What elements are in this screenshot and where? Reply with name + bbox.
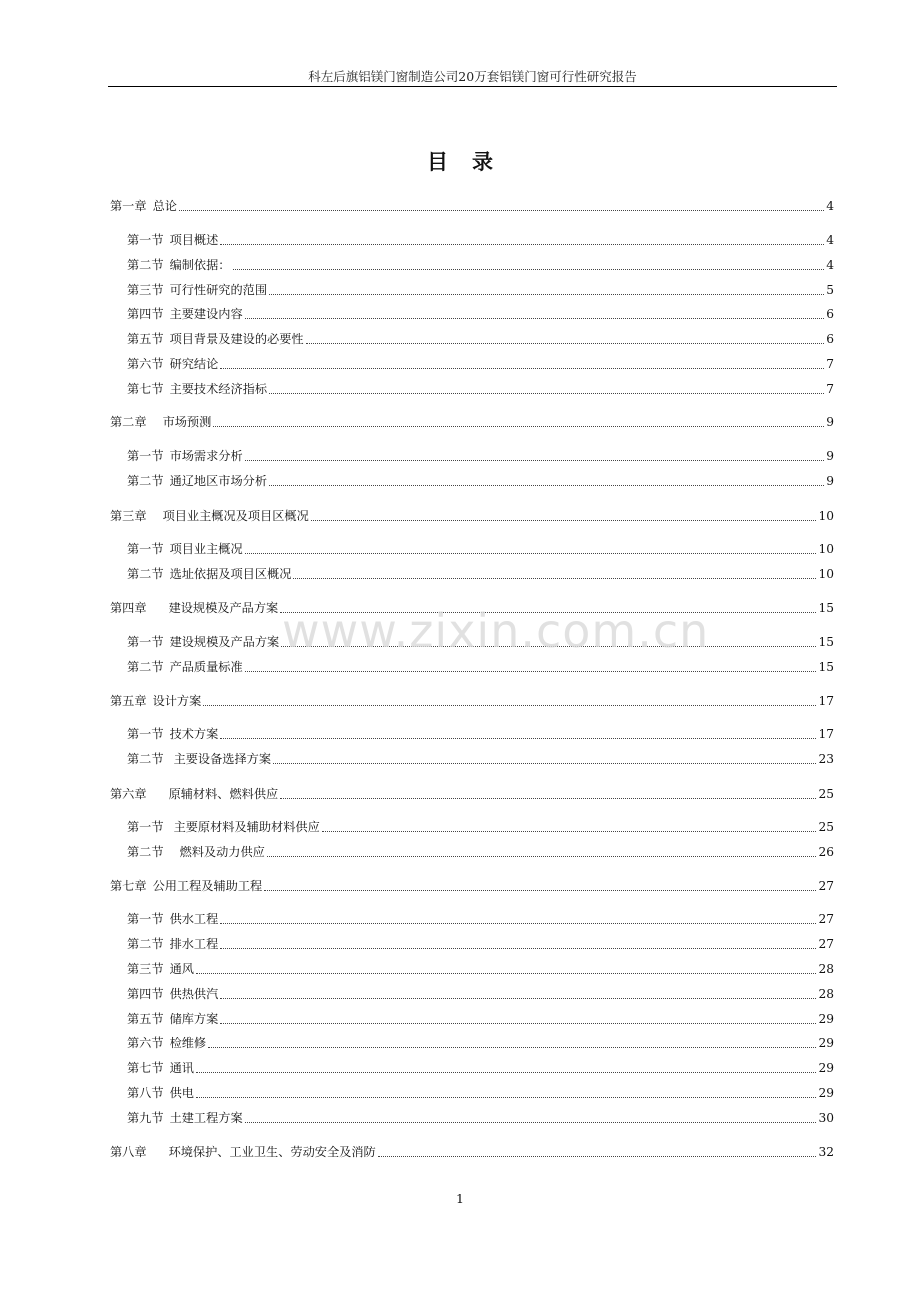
toc-entry-page: 25 [818, 787, 834, 801]
toc-entry-number: 第五节 [127, 332, 164, 346]
toc-entry-page: 7 [826, 357, 834, 371]
toc-entry-title: 项目业主概况及项目区概况 [162, 509, 309, 523]
toc-entry-number: 第九节 [127, 1111, 164, 1125]
toc-entry-page: 17 [818, 694, 834, 708]
toc-entry-label [127, 447, 243, 465]
toc-chapter-entry[interactable] [110, 692, 834, 710]
toc-entry-title: 项目概述 [169, 233, 219, 247]
toc-entry-title: 原辅材料、燃料供应 [168, 787, 279, 801]
toc-entry-number: 第三节 [127, 962, 164, 976]
toc-entry-page: 27 [818, 912, 834, 926]
toc-leader-dots [220, 738, 816, 739]
toc-entry-title: 通讯 [169, 1061, 194, 1075]
toc-chapter-entry[interactable] [110, 877, 834, 895]
toc-entry-title: 设计方案 [152, 694, 202, 708]
toc-leader-dots [196, 1072, 817, 1073]
toc-entry-label [127, 725, 218, 743]
toc-section-entry[interactable] [127, 960, 834, 978]
toc-entry-number: 第七章 [110, 879, 147, 893]
toc-entry-number: 第三节 [127, 283, 164, 297]
toc-leader-dots [245, 553, 817, 554]
toc-entry-title: 产品质量标准 [169, 660, 243, 674]
toc-entry-label [110, 599, 278, 617]
toc-entry-page: 9 [826, 474, 834, 488]
toc-entry-label [127, 985, 218, 1003]
toc-leader-dots [220, 244, 824, 245]
toc-entry-title: 通辽地区市场分析 [169, 474, 268, 488]
toc-section-entry[interactable] [127, 985, 834, 1003]
toc-entry-page: 28 [818, 987, 834, 1001]
toc-entry-page: 9 [826, 415, 834, 429]
toc-leader-dots [378, 1156, 817, 1157]
toc-entry-number: 第六章 [110, 787, 147, 801]
toc-entry-page: 27 [818, 937, 834, 951]
toc-section-entry[interactable] [127, 1084, 834, 1102]
toc-section-entry[interactable] [127, 355, 834, 373]
toc-entry-page: 29 [818, 1012, 834, 1026]
toc-section-entry[interactable] [127, 1059, 834, 1077]
toc-entry-number: 第四节 [127, 307, 164, 321]
toc-leader-dots [233, 269, 825, 270]
toc-entry-label [127, 231, 218, 249]
toc-section-entry[interactable] [127, 750, 834, 768]
toc-entry-label [110, 877, 262, 895]
toc-entry-title: 储库方案 [169, 1012, 219, 1026]
toc-entry-title: 供电 [169, 1086, 194, 1100]
toc-entry-title: 通风 [169, 962, 194, 976]
toc-entry-number: 第六节 [127, 1036, 164, 1050]
toc-entry-label [127, 935, 218, 953]
toc-leader-dots [264, 890, 816, 891]
toc-entry-number: 第二节 [127, 474, 164, 488]
toc-entry-label [127, 1059, 194, 1077]
toc-entry-page: 7 [826, 382, 834, 396]
toc-entry-number: 第二节 [127, 567, 164, 581]
toc-entry-number: 第二节 [127, 845, 164, 859]
toc-section-entry[interactable] [127, 843, 834, 861]
toc-entry-page: 28 [818, 962, 834, 976]
toc-entry-title: 研究结论 [169, 357, 219, 371]
toc-entry-page: 10 [818, 509, 834, 523]
toc-leader-dots [196, 1097, 817, 1098]
toc-entry-page: 5 [826, 283, 834, 297]
toc-section-entry[interactable] [127, 330, 834, 348]
toc-entry-number: 第二节 [127, 752, 164, 766]
toc-entry-number: 第三章 [110, 509, 147, 523]
toc-entry-page: 29 [818, 1061, 834, 1075]
toc-entry-label [127, 843, 265, 861]
toc-leader-dots [269, 294, 824, 295]
toc-entry-label [127, 818, 320, 836]
toc-leader-dots [269, 393, 824, 394]
toc-leader-dots [245, 460, 825, 461]
toc-leader-dots [280, 798, 816, 799]
toc-entry-number: 第五章 [110, 694, 147, 708]
toc-entry-label [127, 633, 279, 651]
toc-entry-number: 第八节 [127, 1086, 164, 1100]
toc-entry-page: 10 [818, 567, 834, 581]
toc-entry-page: 4 [826, 233, 834, 247]
toc-entry-page: 25 [818, 820, 834, 834]
toc-chapter-entry[interactable] [110, 507, 834, 525]
toc-section-entry[interactable] [127, 565, 834, 583]
toc-entry-number: 第一节 [127, 635, 164, 649]
toc-entry-label [110, 507, 309, 525]
toc-section-entry[interactable] [127, 935, 834, 953]
toc-entry-number: 第一节 [127, 449, 164, 463]
toc-entry-label [127, 1010, 218, 1028]
toc-entry-page: 27 [818, 879, 834, 893]
toc-entry-title: 建设规模及产品方案 [168, 601, 279, 615]
toc-leader-dots [322, 831, 817, 832]
toc-entry-label [127, 910, 218, 928]
toc-entry-number: 第二节 [127, 937, 164, 951]
toc-entry-label [127, 565, 291, 583]
toc-leader-dots [220, 368, 824, 369]
toc-section-entry[interactable] [127, 1010, 834, 1028]
toc-entry-number: 第一节 [127, 820, 164, 834]
toc-entry-title: 项目业主概况 [169, 542, 243, 556]
toc-section-entry[interactable] [127, 281, 834, 299]
toc-entry-title: 选址依据及项目区概况 [169, 567, 292, 581]
toc-entry-number: 第七节 [127, 382, 164, 396]
toc-entry-number: 第一节 [127, 727, 164, 741]
toc-entry-label [127, 380, 267, 398]
toc-entry-label [127, 330, 304, 348]
toc-entry-label [110, 413, 211, 431]
toc-entry-number: 第二节 [127, 660, 164, 674]
toc-entry-page: 32 [818, 1145, 834, 1159]
toc-section-entry[interactable] [127, 380, 834, 398]
toc-entry-page: 30 [818, 1111, 834, 1125]
toc-entry-number: 第五节 [127, 1012, 164, 1026]
toc-entry-title: 供热供汽 [169, 987, 219, 1001]
toc-leader-dots [220, 923, 816, 924]
toc-chapter-entry[interactable] [110, 413, 834, 431]
toc-section-entry[interactable] [127, 818, 834, 836]
toc-entry-label [127, 472, 267, 490]
toc-entry-label [127, 1034, 206, 1052]
watermark: www.zixin.com.cn [282, 604, 710, 658]
toc-title: 目录 [427, 149, 517, 174]
toc-chapter-entry[interactable] [110, 1143, 834, 1161]
toc-leader-dots [245, 671, 817, 672]
toc-entry-title: 总论 [152, 199, 177, 213]
toc-leader-dots [203, 705, 816, 706]
toc-chapter-entry[interactable] [110, 785, 834, 803]
toc-entry-label [127, 305, 243, 323]
toc-entry-label [110, 1143, 376, 1161]
toc-entry-title: 供水工程 [169, 912, 219, 926]
toc-entry-title: 可行性研究的范围 [169, 283, 268, 297]
toc-entry-page: 17 [818, 727, 834, 741]
toc-entry-label [110, 785, 278, 803]
toc-entry-page: 15 [818, 660, 834, 674]
toc-entry-page: 4 [826, 258, 834, 272]
toc-entry-label [110, 197, 177, 215]
toc-entry-number: 第一节 [127, 912, 164, 926]
toc-entry-page: 9 [826, 449, 834, 463]
toc-leader-dots [196, 973, 817, 974]
toc-section-entry[interactable] [127, 472, 834, 490]
toc-section-entry[interactable] [127, 540, 834, 558]
toc-entry-number: 第七节 [127, 1061, 164, 1075]
toc-entry-page: 4 [826, 199, 834, 213]
toc-entry-title: 编制依据： [169, 258, 231, 272]
toc-entry-number: 第二章 [110, 415, 147, 429]
toc-leader-dots [213, 426, 824, 427]
toc-leader-dots [220, 948, 816, 949]
toc-entry-number: 第六节 [127, 357, 164, 371]
header-title: 科左后旗铝镁门窗制造公司20万套铝镁门窗可行性研究报告 [308, 69, 637, 84]
toc-leader-dots [306, 343, 825, 344]
toc-leader-dots [269, 485, 824, 486]
toc-entry-title: 土建工程方案 [169, 1111, 243, 1125]
toc-entry-title: 技术方案 [169, 727, 219, 741]
toc-entry-page: 15 [818, 635, 834, 649]
toc-entry-number: 第一节 [127, 542, 164, 556]
toc-entry-number: 第四章 [110, 601, 147, 615]
toc-entry-label [127, 281, 267, 299]
toc-leader-dots [208, 1047, 816, 1048]
toc-leader-dots [179, 210, 824, 211]
toc-section-entry[interactable] [127, 256, 834, 274]
toc-leader-dots [293, 578, 816, 579]
toc-leader-dots [267, 856, 817, 857]
toc-entry-title: 建设规模及产品方案 [169, 635, 280, 649]
toc-section-entry[interactable] [127, 231, 834, 249]
toc-entry-title: 公用工程及辅助工程 [152, 879, 263, 893]
toc-section-entry[interactable] [127, 658, 834, 676]
toc-entry-page: 23 [818, 752, 834, 766]
toc-entry-title: 项目背景及建设的必要性 [169, 332, 304, 346]
toc-entry-title: 市场预测 [162, 415, 212, 429]
toc-leader-dots [245, 318, 825, 319]
toc-entry-label [127, 540, 243, 558]
toc-section-entry[interactable] [127, 910, 834, 928]
toc-entry-page: 15 [818, 601, 834, 615]
toc-leader-dots [220, 1023, 816, 1024]
toc-entry-title: 主要技术经济指标 [169, 382, 268, 396]
toc-entry-label [127, 1084, 194, 1102]
toc-entry-title: 主要原材料及辅助材料供应 [173, 820, 320, 834]
toc-entry-title: 燃料及动力供应 [179, 845, 265, 859]
toc-entry-label [127, 750, 271, 768]
toc-entry-number: 第八章 [110, 1145, 147, 1159]
toc-entry-number: 第二节 [127, 258, 164, 272]
toc-entry-label [127, 658, 243, 676]
toc-entry-page: 6 [826, 307, 834, 321]
toc-entry-page: 29 [818, 1036, 834, 1050]
toc-section-entry[interactable] [127, 1109, 834, 1127]
toc-entry-number: 第一章 [110, 199, 147, 213]
toc-entry-page: 6 [826, 332, 834, 346]
toc-section-entry[interactable] [127, 447, 834, 465]
toc-leader-dots [273, 763, 816, 764]
toc-entry-label [127, 256, 231, 274]
toc-entry-label [110, 692, 201, 710]
toc-entry-label [127, 1109, 243, 1127]
toc-leader-dots [220, 998, 816, 999]
toc-entry-title: 市场需求分析 [169, 449, 243, 463]
toc-entry-page: 29 [818, 1086, 834, 1100]
toc-leader-dots [245, 1122, 817, 1123]
toc-section-entry[interactable] [127, 1034, 834, 1052]
toc-entry-title: 检维修 [169, 1036, 207, 1050]
toc-entry-page: 10 [818, 542, 834, 556]
toc-entry-title: 排水工程 [169, 937, 219, 951]
toc-entry-label [127, 355, 218, 373]
toc-entry-title: 主要建设内容 [169, 307, 243, 321]
toc-chapter-entry[interactable] [110, 197, 834, 215]
toc-entry-number: 第四节 [127, 987, 164, 1001]
toc-entry-page: 26 [818, 845, 834, 859]
toc-leader-dots [311, 520, 817, 521]
toc-entry-number: 第一节 [127, 233, 164, 247]
toc-section-entry[interactable] [127, 725, 834, 743]
toc-entry-title: 主要设备选择方案 [173, 752, 272, 766]
toc-entry-title: 环境保护、工业卫生、劳动安全及消防 [168, 1145, 376, 1159]
toc-entry-label [127, 960, 194, 978]
page-header [108, 64, 837, 87]
page-number: 1 [456, 1191, 464, 1206]
toc-section-entry[interactable] [127, 305, 834, 323]
